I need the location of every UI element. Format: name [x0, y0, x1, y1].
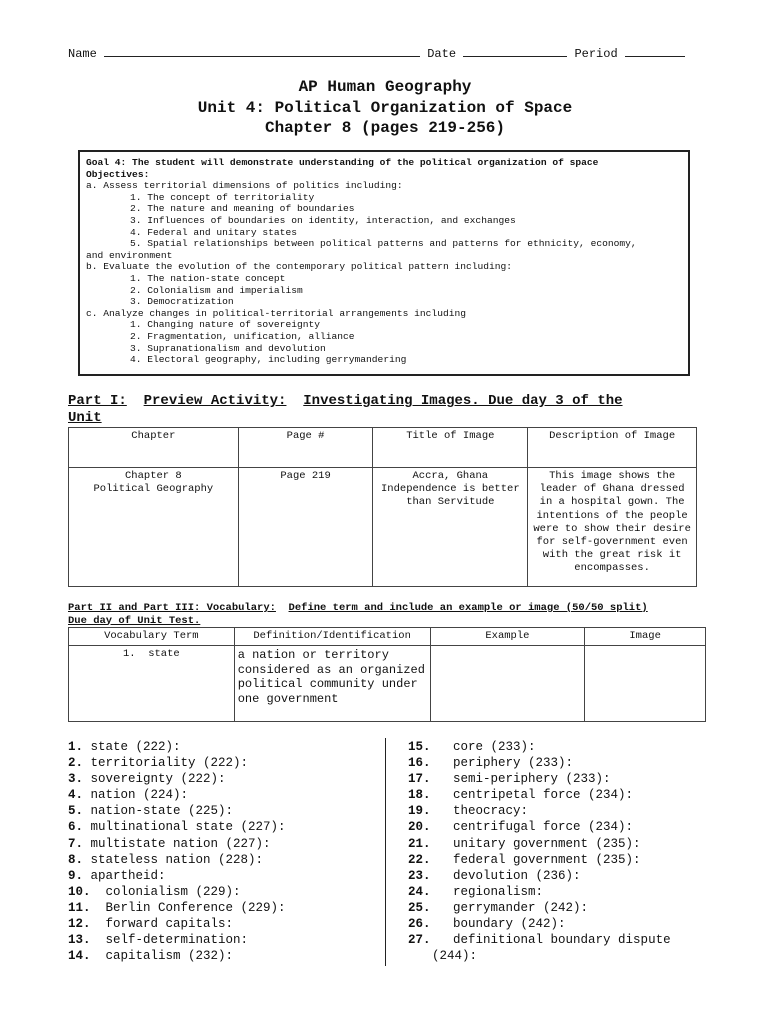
column-header: Description of Image	[528, 428, 697, 468]
list-item: 22. federal government (235):	[408, 852, 641, 867]
list-item: 1. state (222):	[68, 740, 181, 754]
student-info-line	[68, 46, 698, 61]
objective-a-continuation: and environment	[86, 249, 173, 261]
vocab-term-cell[interactable]: 1. state	[69, 646, 235, 722]
table-header-row	[69, 628, 706, 646]
list-item: 24. regionalism:	[408, 884, 544, 899]
list-item: 10. colonialism (229):	[68, 884, 241, 899]
list-item: 3. sovereignty (222):	[68, 772, 226, 787]
goal-statement: Goal 4: The student will demonstrate understanding of the political organization of space	[86, 157, 599, 168]
column-header: Chapter	[69, 428, 239, 468]
list-item: 12. forward capitals:	[68, 917, 234, 932]
goal-objectives-box	[78, 150, 690, 376]
list-item: 19. theocracy:	[408, 804, 529, 819]
list-item: 6. multinational state (227):	[68, 820, 286, 835]
vocab-list-left	[68, 739, 286, 964]
list-item: 16. periphery (233):	[408, 756, 574, 771]
table-header-row	[69, 428, 697, 468]
list-item: 21. unitary government (235):	[408, 836, 641, 851]
list-item: 5. nation-state (225):	[68, 804, 234, 819]
period-blank[interactable]	[625, 46, 685, 57]
list-item: 4. nation (224):	[68, 788, 189, 803]
objective-c-item: 1. Changing nature of sovereignty	[130, 319, 320, 331]
objective-b-item: 2. Colonialism and imperialism	[130, 284, 303, 296]
list-item: 20. centrifugal force (234):	[408, 820, 634, 835]
part1-heading	[68, 393, 688, 426]
objective-c-item: 2. Fragmentation, unification, alliance	[130, 330, 355, 342]
list-item: 17. semi-periphery (233):	[408, 772, 611, 787]
list-item: 26. boundary (242):	[408, 917, 566, 932]
period-label: Period	[574, 47, 618, 61]
table-row	[69, 646, 706, 722]
chapter-title: Chapter 8 (pages 219-256)	[264, 119, 506, 137]
column-header: Title of Image	[373, 428, 528, 468]
part1-activity: Preview Activity:	[143, 393, 287, 409]
objective-b-item: 3. Democratization	[130, 296, 234, 308]
objective-c: c. Analyze changes in political-territorial arrangements including	[86, 307, 466, 319]
list-item: 8. stateless nation (228):	[68, 852, 264, 867]
column-header: Vocabulary Term	[69, 628, 235, 646]
preview-activity-table	[68, 427, 697, 587]
part2-due: Due day of Unit Test.	[68, 614, 201, 627]
objective-a: a. Assess territorial dimensions of politics including:	[86, 180, 403, 192]
list-item: 2. territoriality (222):	[68, 756, 249, 771]
unit-title: Unit 4: Political Organization of Space	[197, 98, 573, 117]
part1-due-cont: Unit	[68, 409, 102, 426]
list-item: 11. Berlin Conference (229):	[68, 900, 286, 915]
table-row	[69, 468, 697, 587]
column-divider	[385, 738, 386, 966]
objective-a-item: 2. The nature and meaning of boundaries	[130, 203, 355, 215]
list-item: 13. self-determination:	[68, 933, 249, 948]
example-cell[interactable]	[430, 646, 585, 722]
date-blank[interactable]	[463, 46, 567, 57]
objective-c-item: 3. Supranationalism and devolution	[130, 342, 326, 354]
list-item: 15. core (233):	[408, 740, 536, 754]
objective-a-item: 5. Spatial relationships between political patterns and patterns for ethnicity, economy,	[130, 238, 637, 250]
part2-heading	[68, 602, 708, 627]
column-header: Image	[585, 628, 706, 646]
objective-b: b. Evaluate the evolution of the contemporary political pattern including:	[86, 261, 513, 273]
list-item: 18. centripetal force (234):	[408, 788, 634, 803]
part1-label: Part I:	[68, 393, 127, 409]
list-item: 23. devolution (236):	[408, 868, 581, 883]
name-label: Name	[68, 47, 97, 61]
part2-instructions: Define term and include an example or image (50/50 split)	[288, 602, 648, 614]
list-item-continuation: (244):	[432, 949, 478, 964]
objective-a-item: 4. Federal and unitary states	[130, 226, 297, 238]
list-item: 7. multistate nation (227):	[68, 836, 271, 851]
objective-a-item: 1. The concept of territoriality	[130, 191, 315, 203]
list-item: 27. definitional boundary dispute	[408, 933, 671, 948]
name-blank[interactable]	[104, 46, 420, 57]
definition-cell[interactable]: a nation or territory considered as an organized political community under one government	[234, 646, 430, 722]
part1-due: Investigating Images. Due day 3 of the	[303, 393, 623, 409]
course-title: AP Human Geography	[298, 78, 472, 96]
list-item: 9. apartheid:	[68, 868, 166, 883]
date-label: Date	[427, 47, 457, 61]
image-title-cell[interactable]: Accra, Ghana Independence is better than Servitude	[373, 468, 528, 587]
part2-label: Part II and Part III: Vocabulary:	[68, 602, 276, 614]
column-header: Page #	[238, 428, 373, 468]
column-header: Example	[430, 628, 585, 646]
list-item: 14. capitalism (232):	[68, 949, 234, 964]
objectives-label: Objectives:	[86, 168, 150, 180]
page-cell[interactable]: Page 219	[238, 468, 373, 587]
objective-b-item: 1. The nation-state concept	[130, 272, 286, 284]
column-header: Definition/Identification	[234, 628, 430, 646]
image-cell[interactable]	[585, 646, 706, 722]
chapter-cell[interactable]: Chapter 8 Political Geography	[69, 468, 239, 587]
vocabulary-table	[68, 627, 706, 722]
image-description-cell[interactable]: This image shows the leader of Ghana dressed in a hospital gown. The intentions of the people were to show their desire for self-government even with the great risk it encompasses.	[528, 468, 697, 587]
objective-c-item: 4. Electoral geography, including gerrymandering	[130, 354, 407, 366]
list-item: 25. gerrymander (242):	[408, 900, 589, 915]
vocab-list-right	[408, 739, 671, 964]
objective-a-item: 3. Influences of boundaries on identity, interaction, and exchanges	[130, 214, 516, 226]
